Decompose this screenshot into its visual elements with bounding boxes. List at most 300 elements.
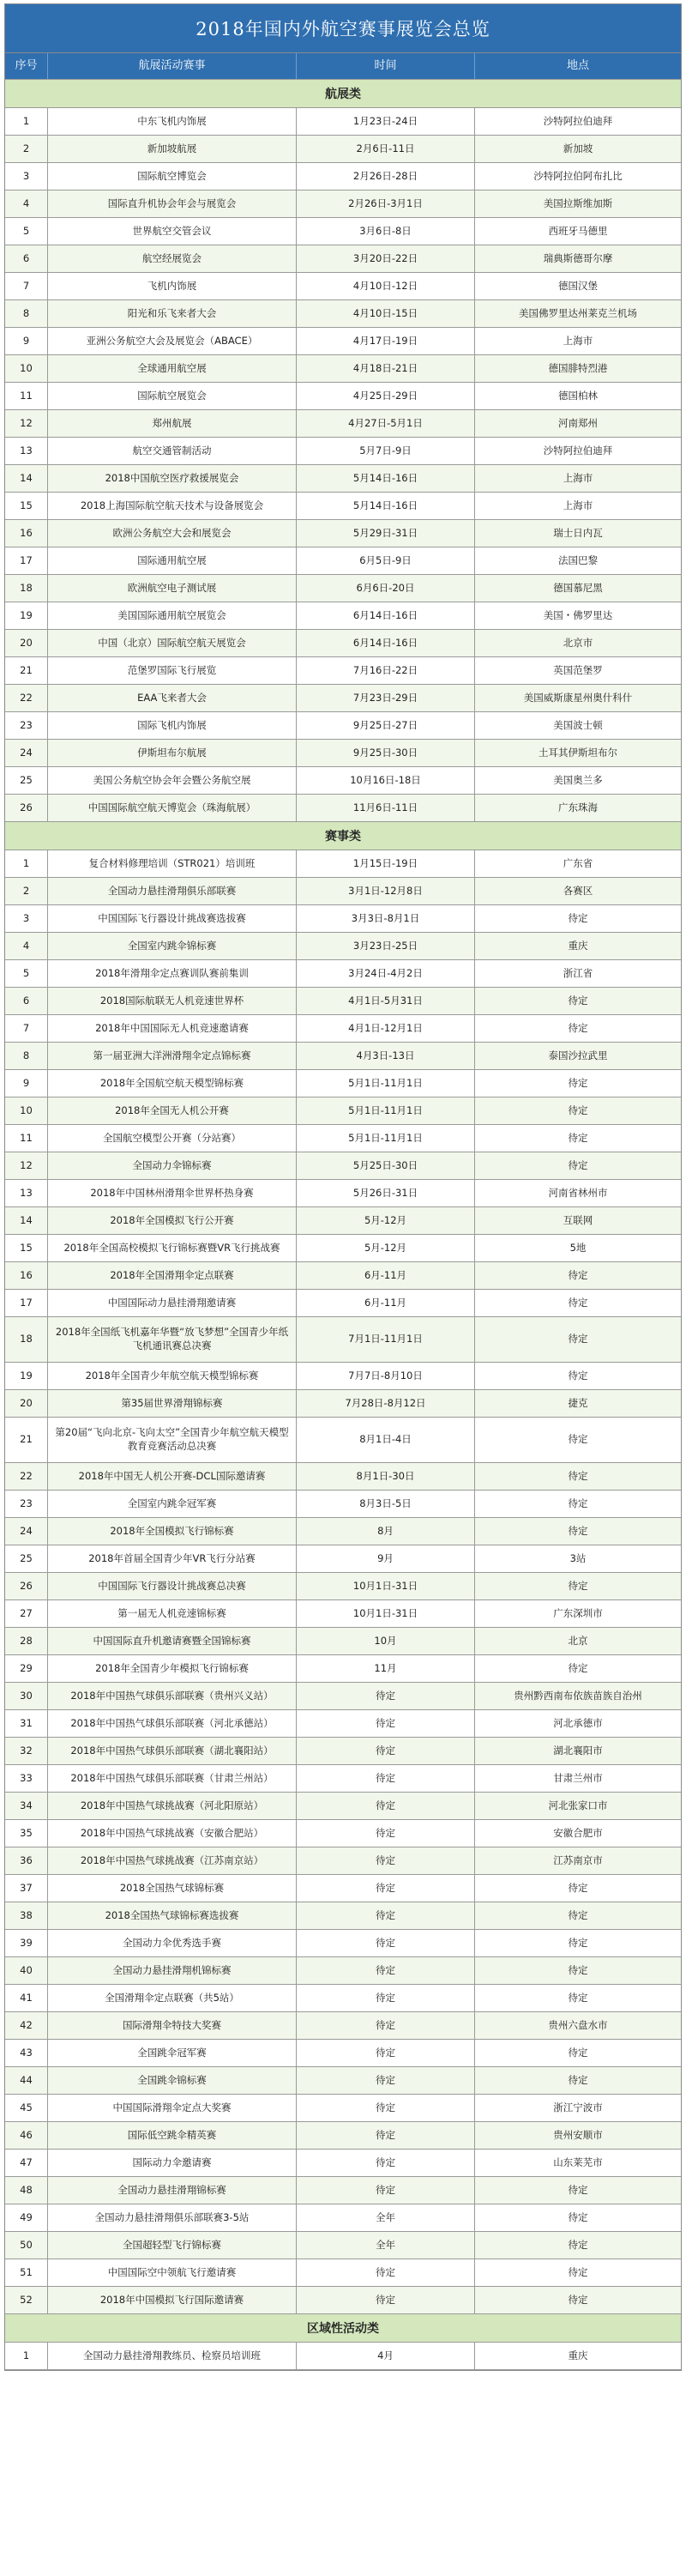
- table-row: [5, 2122, 681, 2150]
- table-row: [5, 273, 681, 300]
- cell-place: 瑞士日内瓦: [553, 526, 603, 539]
- cell-place: 广东深圳市: [553, 1606, 603, 1619]
- cell-no: 14: [5, 1207, 48, 1234]
- cell-place: 河南郑州: [558, 416, 598, 429]
- cell-time: 4月10日-15日: [297, 300, 475, 327]
- cell-time: 待定: [297, 2150, 475, 2176]
- cell-time: 4月17日-19日: [297, 328, 475, 354]
- cell-time: 10月1日-31日: [297, 1573, 475, 1599]
- cell-place: 山东莱芜市: [553, 2156, 603, 2168]
- table-row: [5, 1015, 681, 1043]
- cell-name: 中国国际飞行器设计挑战赛选拔赛: [48, 905, 297, 932]
- cell-place: 瑞典斯德哥尔摩: [543, 251, 613, 264]
- cell-name: 中东飞机内饰展: [48, 108, 297, 135]
- cell-time: 待定: [297, 1765, 475, 1792]
- cell-name: 2018中国航空医疗救援展览会: [48, 465, 297, 492]
- cell-place: 北京: [568, 1634, 588, 1647]
- cell-time: 4月1日-5月31日: [297, 988, 475, 1014]
- cell-place: 德国腓特烈港: [548, 361, 608, 374]
- cell-place: 德国慕尼黑: [553, 581, 603, 594]
- cell-time: 待定: [297, 1902, 475, 1929]
- table-row: [5, 2343, 681, 2370]
- cell-time: 5月-12月: [297, 1207, 475, 1234]
- cell-time: 1月23日-24日: [297, 108, 475, 135]
- cell-time: 5月14日-16日: [297, 465, 475, 492]
- cell-time: 待定: [297, 1847, 475, 1874]
- cell-place: 上海市: [563, 471, 593, 484]
- cell-no: 39: [5, 1930, 48, 1956]
- cell-time: 待定: [297, 1875, 475, 1902]
- cell-time: 4月: [297, 2343, 475, 2369]
- table-row: [5, 1043, 681, 1070]
- cell-place: 捷克: [568, 1396, 588, 1409]
- cell-name: 中国国际动力悬挂滑翔邀请赛: [48, 1290, 297, 1316]
- cell-no: 9: [5, 1070, 48, 1097]
- cell-time: 2月6日-11日: [297, 136, 475, 162]
- cell-place: 待定: [568, 2238, 588, 2251]
- cell-name: 全国滑翔伞定点联赛（共5站）: [48, 1985, 297, 2011]
- cell-place: 待定: [568, 911, 588, 924]
- cell-name: 中国国际直升机邀请赛暨全国锦标赛: [48, 1628, 297, 1654]
- cell-no: 6: [5, 245, 48, 272]
- cell-no: 29: [5, 1655, 48, 1682]
- cell-place: 美国・佛罗里达: [543, 608, 613, 621]
- cell-time: 3月20日-22日: [297, 245, 475, 272]
- table-row: [5, 657, 681, 685]
- cell-no: 52: [5, 2287, 48, 2313]
- table-row: [5, 1070, 681, 1098]
- cell-no: 14: [5, 465, 48, 492]
- cell-time: 6月6日-20日: [297, 575, 475, 602]
- cell-place: 待定: [568, 2073, 588, 2086]
- cell-time: 待定: [297, 1985, 475, 2011]
- table-row: [5, 1875, 681, 1902]
- cell-place: 各赛区: [563, 884, 593, 897]
- cell-time: 6月-11月: [297, 1290, 475, 1316]
- cell-name: 国际低空跳伞精英赛: [48, 2122, 297, 2149]
- table-row: [5, 1390, 681, 1418]
- cell-no: 18: [5, 1317, 48, 1362]
- table-row: [5, 1628, 681, 1655]
- cell-place: 待定: [568, 1268, 588, 1281]
- cell-name: 全国动力悬挂滑翔锦标赛: [48, 2177, 297, 2204]
- cell-no: 2: [5, 136, 48, 162]
- table-row: [5, 245, 681, 273]
- cell-time: 4月1日-12月1日: [297, 1015, 475, 1042]
- cell-name: 阳光和乐飞来者大会: [48, 300, 297, 327]
- table-row: [5, 1463, 681, 1491]
- cell-place: 安徽合肥市: [553, 1826, 603, 1839]
- cell-time: 1月15日-19日: [297, 850, 475, 877]
- cell-name: EAA飞来者大会: [48, 685, 297, 711]
- cell-name: 欧洲公务航空大会和展览会: [48, 520, 297, 547]
- cell-no: 7: [5, 1015, 48, 1042]
- cell-name: 2018年全国高校模拟飞行锦标赛暨VR飞行挑战赛: [48, 1235, 297, 1261]
- cell-time: 待定: [297, 2259, 475, 2286]
- cell-no: 42: [5, 2012, 48, 2039]
- cell-time: 8月3日-5日: [297, 1491, 475, 1517]
- cell-no: 1: [5, 108, 48, 135]
- cell-name: 第一届亚洲大洋洲滑翔伞定点锦标赛: [48, 1043, 297, 1069]
- table-row: [5, 1600, 681, 1628]
- cell-no: 2: [5, 878, 48, 904]
- cell-place: 待定: [568, 994, 588, 1007]
- table-row: [5, 1262, 681, 1290]
- cell-name: 2018年中国热气球挑战赛（河北阳原站）: [48, 1793, 297, 1819]
- cell-name: 2018年全国模拟飞行锦标赛: [48, 1518, 297, 1545]
- cell-name: 国际飞机内饰展: [48, 712, 297, 739]
- cell-place: 待定: [568, 1579, 588, 1592]
- cell-time: 10月1日-31日: [297, 1600, 475, 1627]
- cell-time: 待定: [297, 1738, 475, 1764]
- table-row: [5, 2177, 681, 2204]
- cell-time: 4月3日-13日: [297, 1043, 475, 1069]
- table-row: [5, 878, 681, 905]
- cell-no: 49: [5, 2204, 48, 2231]
- cell-no: 33: [5, 1765, 48, 1792]
- cell-name: 全球通用航空展: [48, 355, 297, 382]
- table-row: [5, 410, 681, 438]
- cell-place: 德国汉堡: [558, 279, 598, 292]
- cell-no: 4: [5, 933, 48, 959]
- cell-place: 待定: [568, 1963, 588, 1976]
- cell-no: 44: [5, 2067, 48, 2094]
- cell-place: 待定: [568, 1469, 588, 1482]
- cell-no: 21: [5, 657, 48, 684]
- table-row: [5, 1820, 681, 1847]
- table-row: [5, 1317, 681, 1363]
- cell-time: 4月10日-12日: [297, 273, 475, 299]
- cell-place: 贵州安顺市: [553, 2128, 603, 2141]
- cell-no: 32: [5, 1738, 48, 1764]
- cell-name: 美国公务航空协会年会暨公务航空展: [48, 767, 297, 794]
- cell-time: 5月26日-31日: [297, 1180, 475, 1206]
- cell-no: 34: [5, 1793, 48, 1819]
- cell-place: 贵州黔西南布依族苗族自治州: [514, 1689, 642, 1702]
- cell-name: 2018年全国无人机公开赛: [48, 1098, 297, 1124]
- cell-name: 全国航空模型公开赛（分站赛）: [48, 1125, 297, 1152]
- cell-time: 5月-12月: [297, 1235, 475, 1261]
- cell-time: 11月6日-11日: [297, 795, 475, 821]
- cell-place: 河北承德市: [553, 1716, 603, 1729]
- table-row: [5, 1847, 681, 1875]
- cell-time: 7月16日-22日: [297, 657, 475, 684]
- cell-no: 11: [5, 383, 48, 409]
- cell-time: 3月24日-4月2日: [297, 960, 475, 987]
- table-row: [5, 2150, 681, 2177]
- table-row: [5, 630, 681, 657]
- cell-time: 3月6日-8日: [297, 218, 475, 245]
- cell-place: 德国柏林: [558, 389, 598, 402]
- cell-name: 伊斯坦布尔航展: [48, 740, 297, 766]
- table-row: [5, 933, 681, 960]
- cell-no: 5: [5, 960, 48, 987]
- cell-no: 18: [5, 575, 48, 602]
- table-row: [5, 493, 681, 520]
- cell-name: 范堡罗国际飞行展览: [48, 657, 297, 684]
- cell-no: 12: [5, 410, 48, 437]
- cell-time: 5月7日-9日: [297, 438, 475, 464]
- cell-name: 2018全国热气球锦标赛: [48, 1875, 297, 1902]
- table-row: [5, 602, 681, 630]
- cell-no: 4: [5, 190, 48, 217]
- cell-name: 2018年全国航空航天模型锦标赛: [48, 1070, 297, 1097]
- cell-place: 待定: [568, 1497, 588, 1509]
- cell-name: 第20届“飞向北京-飞向太空”全国青少年航空航天模型教育竞赛活动总决赛: [48, 1418, 297, 1462]
- cell-place: 待定: [568, 1936, 588, 1949]
- cell-name: 国际航空展览会: [48, 383, 297, 409]
- cell-no: 27: [5, 1600, 48, 1627]
- cell-name: 2018国际航联无人机竞速世界杯: [48, 988, 297, 1014]
- cell-no: 20: [5, 1390, 48, 1417]
- table-row: [5, 1957, 681, 1985]
- cell-name: 2018年中国热气球俱乐部联赛（湖北襄阳站）: [48, 1738, 297, 1764]
- cell-place: 新加坡: [563, 142, 593, 154]
- cell-place: 北京市: [563, 636, 593, 649]
- cell-place: 美国佛罗里达州莱克兰机场: [519, 306, 637, 319]
- cell-time: 待定: [297, 2122, 475, 2149]
- cell-name: 2018年中国热气球俱乐部联赛（河北承德站）: [48, 1710, 297, 1737]
- cell-place: 美国奥兰多: [553, 773, 603, 786]
- cell-no: 11: [5, 1125, 48, 1152]
- cell-place: 江苏南京市: [553, 1853, 603, 1866]
- table-row: [5, 547, 681, 575]
- cell-no: 40: [5, 1957, 48, 1984]
- cell-time: 5月29日-31日: [297, 520, 475, 547]
- cell-name: 欧洲航空电子测试展: [48, 575, 297, 602]
- cell-time: 3月3日-8月1日: [297, 905, 475, 932]
- cell-time: 5月1日-11月1日: [297, 1098, 475, 1124]
- cell-time: 6月-11月: [297, 1262, 475, 1289]
- cell-time: 2月26日-3月1日: [297, 190, 475, 217]
- cell-name: 2018年全国模拟飞行公开赛: [48, 1207, 297, 1234]
- cell-place: 待定: [568, 2046, 588, 2059]
- cell-name: 中国国际滑翔伞定点大奖赛: [48, 2095, 297, 2121]
- cell-place: 上海市: [563, 334, 593, 347]
- table-row: [5, 1152, 681, 1180]
- cell-no: 17: [5, 1290, 48, 1316]
- table-row: [5, 575, 681, 602]
- cell-name: 2018年中国国际无人机竞速邀请赛: [48, 1015, 297, 1042]
- cell-place: 待定: [568, 1104, 588, 1116]
- cell-time: 待定: [297, 2177, 475, 2204]
- cell-time: 9月25日-27日: [297, 712, 475, 739]
- cell-name: 全国跳伞锦标赛: [48, 2067, 297, 2094]
- table-row: [5, 136, 681, 163]
- table-row: [5, 1518, 681, 1545]
- cell-no: 22: [5, 1463, 48, 1490]
- cell-time: 3月1日-12月8日: [297, 878, 475, 904]
- table-row: [5, 1418, 681, 1463]
- cell-place: 美国波士顿: [553, 718, 603, 731]
- cell-place: 英国范堡罗: [553, 663, 603, 676]
- cell-time: 3月23日-25日: [297, 933, 475, 959]
- cell-no: 43: [5, 2040, 48, 2066]
- cell-name: 全国动力悬挂滑翔教练员、检察员培训班: [48, 2343, 297, 2369]
- table-row: [5, 328, 681, 355]
- cell-name: 航空经展览会: [48, 245, 297, 272]
- table-row: [5, 1902, 681, 1930]
- cell-name: 第一届无人机竞速锦标赛: [48, 1600, 297, 1627]
- table-row: [5, 1290, 681, 1317]
- cell-time: 6月14日-16日: [297, 602, 475, 629]
- cell-place: 5地: [569, 1241, 587, 1254]
- table-row: [5, 1207, 681, 1235]
- cell-no: 15: [5, 1235, 48, 1261]
- table-row: [5, 1985, 681, 2012]
- cell-no: 31: [5, 1710, 48, 1737]
- cell-name: 国际航空博览会: [48, 163, 297, 190]
- cell-place: 待定: [568, 1524, 588, 1537]
- table-row: [5, 2259, 681, 2287]
- cell-place: 待定: [568, 2265, 588, 2278]
- cell-time: 待定: [297, 2067, 475, 2094]
- cell-no: 30: [5, 1683, 48, 1709]
- cell-place: 上海市: [563, 499, 593, 511]
- table-body: [5, 80, 681, 2370]
- table-row: [5, 520, 681, 547]
- cell-place: 待定: [568, 1021, 588, 1034]
- cell-name: 国际滑翔伞特技大奖赛: [48, 2012, 297, 2039]
- section-header: 区域性活动类: [5, 2314, 681, 2343]
- cell-time: 6月5日-9日: [297, 547, 475, 574]
- cell-no: 16: [5, 520, 48, 547]
- cell-name: 全国跳伞冠军赛: [48, 2040, 297, 2066]
- cell-place: 待定: [568, 1433, 588, 1446]
- cell-name: 2018年全国青少年模拟飞行锦标赛: [48, 1655, 297, 1682]
- cell-name: 国际通用航空展: [48, 547, 297, 574]
- cell-no: 45: [5, 2095, 48, 2121]
- cell-no: 16: [5, 1262, 48, 1289]
- cell-name: 复合材料修理培训（STR021）培训班: [48, 850, 297, 877]
- cell-name: 世界航空交管会议: [48, 218, 297, 245]
- cell-no: 9: [5, 328, 48, 354]
- cell-name: 国际直升机协会年会与展览会: [48, 190, 297, 217]
- table-row: [5, 2012, 681, 2040]
- cell-name: 航空交通管制活动: [48, 438, 297, 464]
- table-row: [5, 905, 681, 933]
- table-row: [5, 1710, 681, 1738]
- table-row: [5, 1655, 681, 1683]
- cell-name: 2018上海国际航空航天技术与设备展览会: [48, 493, 297, 519]
- cell-no: 8: [5, 300, 48, 327]
- cell-place: 待定: [568, 1661, 588, 1674]
- table-row: [5, 300, 681, 328]
- table-row: [5, 1738, 681, 1765]
- cell-name: 国际动力伞邀请赛: [48, 2150, 297, 2176]
- cell-no: 50: [5, 2232, 48, 2259]
- cell-no: 25: [5, 1545, 48, 1572]
- table-row: [5, 2204, 681, 2232]
- table-row: [5, 740, 681, 767]
- cell-no: 26: [5, 1573, 48, 1599]
- cell-no: 24: [5, 1518, 48, 1545]
- cell-name: 全国室内跳伞冠军赛: [48, 1491, 297, 1517]
- cell-time: 7月7日-8月10日: [297, 1363, 475, 1389]
- cell-place: 待定: [568, 1369, 588, 1382]
- cell-place: 待定: [568, 1991, 588, 2004]
- table-row: [5, 960, 681, 988]
- cell-place: 待定: [568, 1908, 588, 1921]
- cell-name: 中国国际航空航天博览会（珠海航展）: [48, 795, 297, 821]
- cell-place: 待定: [568, 1158, 588, 1171]
- cell-no: 41: [5, 1985, 48, 2011]
- header-no: 序号: [5, 53, 48, 79]
- table-row: [5, 218, 681, 245]
- table-row: [5, 1545, 681, 1573]
- cell-no: 46: [5, 2122, 48, 2149]
- cell-place: 待定: [568, 1296, 588, 1309]
- cell-place: 待定: [568, 2183, 588, 2196]
- cell-time: 4月25日-29日: [297, 383, 475, 409]
- cell-time: 待定: [297, 1683, 475, 1709]
- cell-place: 沙特阿拉伯迪拜: [543, 114, 613, 127]
- cell-time: 7月1日-11月1日: [297, 1317, 475, 1362]
- cell-place: 浙江宁波市: [553, 2101, 603, 2113]
- cell-time: 10月16日-18日: [297, 767, 475, 794]
- cell-name: 2018年首届全国青少年VR飞行分站赛: [48, 1545, 297, 1572]
- cell-place: 待定: [568, 2210, 588, 2223]
- table-row: [5, 712, 681, 740]
- cell-place: 待定: [568, 2293, 588, 2306]
- cell-name: 第35届世界滑翔锦标赛: [48, 1390, 297, 1417]
- table-row: [5, 1793, 681, 1820]
- cell-no: 23: [5, 1491, 48, 1517]
- cell-name: 2018年全国纸飞机嘉年华暨“放飞梦想”全国青少年纸飞机通讯赛总决赛: [48, 1317, 297, 1362]
- table-row: [5, 1180, 681, 1207]
- cell-name: 2018年中国热气球俱乐部联赛（甘肃兰州站）: [48, 1765, 297, 1792]
- cell-no: 38: [5, 1902, 48, 1929]
- cell-name: 全国动力悬挂滑翔俱乐部联赛: [48, 878, 297, 904]
- cell-place: 美国威斯康星州奥什科什: [523, 691, 633, 704]
- cell-time: 4月27日-5月1日: [297, 410, 475, 437]
- cell-no: 20: [5, 630, 48, 656]
- cell-place: 待定: [568, 1881, 588, 1894]
- cell-no: 23: [5, 712, 48, 739]
- table-row: [5, 1491, 681, 1518]
- table-row: [5, 1573, 681, 1600]
- cell-place: 法国巴黎: [558, 553, 598, 566]
- cell-place: 河北张家口市: [548, 1799, 608, 1811]
- cell-time: 待定: [297, 1930, 475, 1956]
- cell-no: 47: [5, 2150, 48, 2176]
- cell-no: 1: [5, 850, 48, 877]
- overview-table: [4, 3, 682, 2371]
- cell-time: 5月1日-11月1日: [297, 1125, 475, 1152]
- cell-place: 重庆: [568, 939, 588, 952]
- cell-name: 美国国际通用航空展览会: [48, 602, 297, 629]
- cell-no: 48: [5, 2177, 48, 2204]
- cell-no: 8: [5, 1043, 48, 1069]
- cell-no: 26: [5, 795, 48, 821]
- cell-name: 飞机内饰展: [48, 273, 297, 299]
- cell-place: 广东省: [563, 856, 593, 869]
- cell-place: 泰国沙拉武里: [548, 1049, 608, 1061]
- cell-name: 2018年中国热气球挑战赛（安徽合肥站）: [48, 1820, 297, 1847]
- cell-place: 广东珠海: [558, 801, 598, 813]
- cell-name: 中国国际空中领航飞行邀请赛: [48, 2259, 297, 2286]
- cell-no: 37: [5, 1875, 48, 1902]
- cell-time: 8月1日-30日: [297, 1463, 475, 1490]
- cell-place: 浙江省: [563, 966, 593, 979]
- cell-name: 2018年全国青少年航空航天模型锦标赛: [48, 1363, 297, 1389]
- table-row: [5, 190, 681, 218]
- cell-no: 19: [5, 1363, 48, 1389]
- cell-name: 全国动力伞锦标赛: [48, 1152, 297, 1179]
- cell-name: 2018年中国热气球挑战赛（江苏南京站）: [48, 1847, 297, 1874]
- cell-place: 待定: [568, 1076, 588, 1089]
- cell-name: 全国室内跳伞锦标赛: [48, 933, 297, 959]
